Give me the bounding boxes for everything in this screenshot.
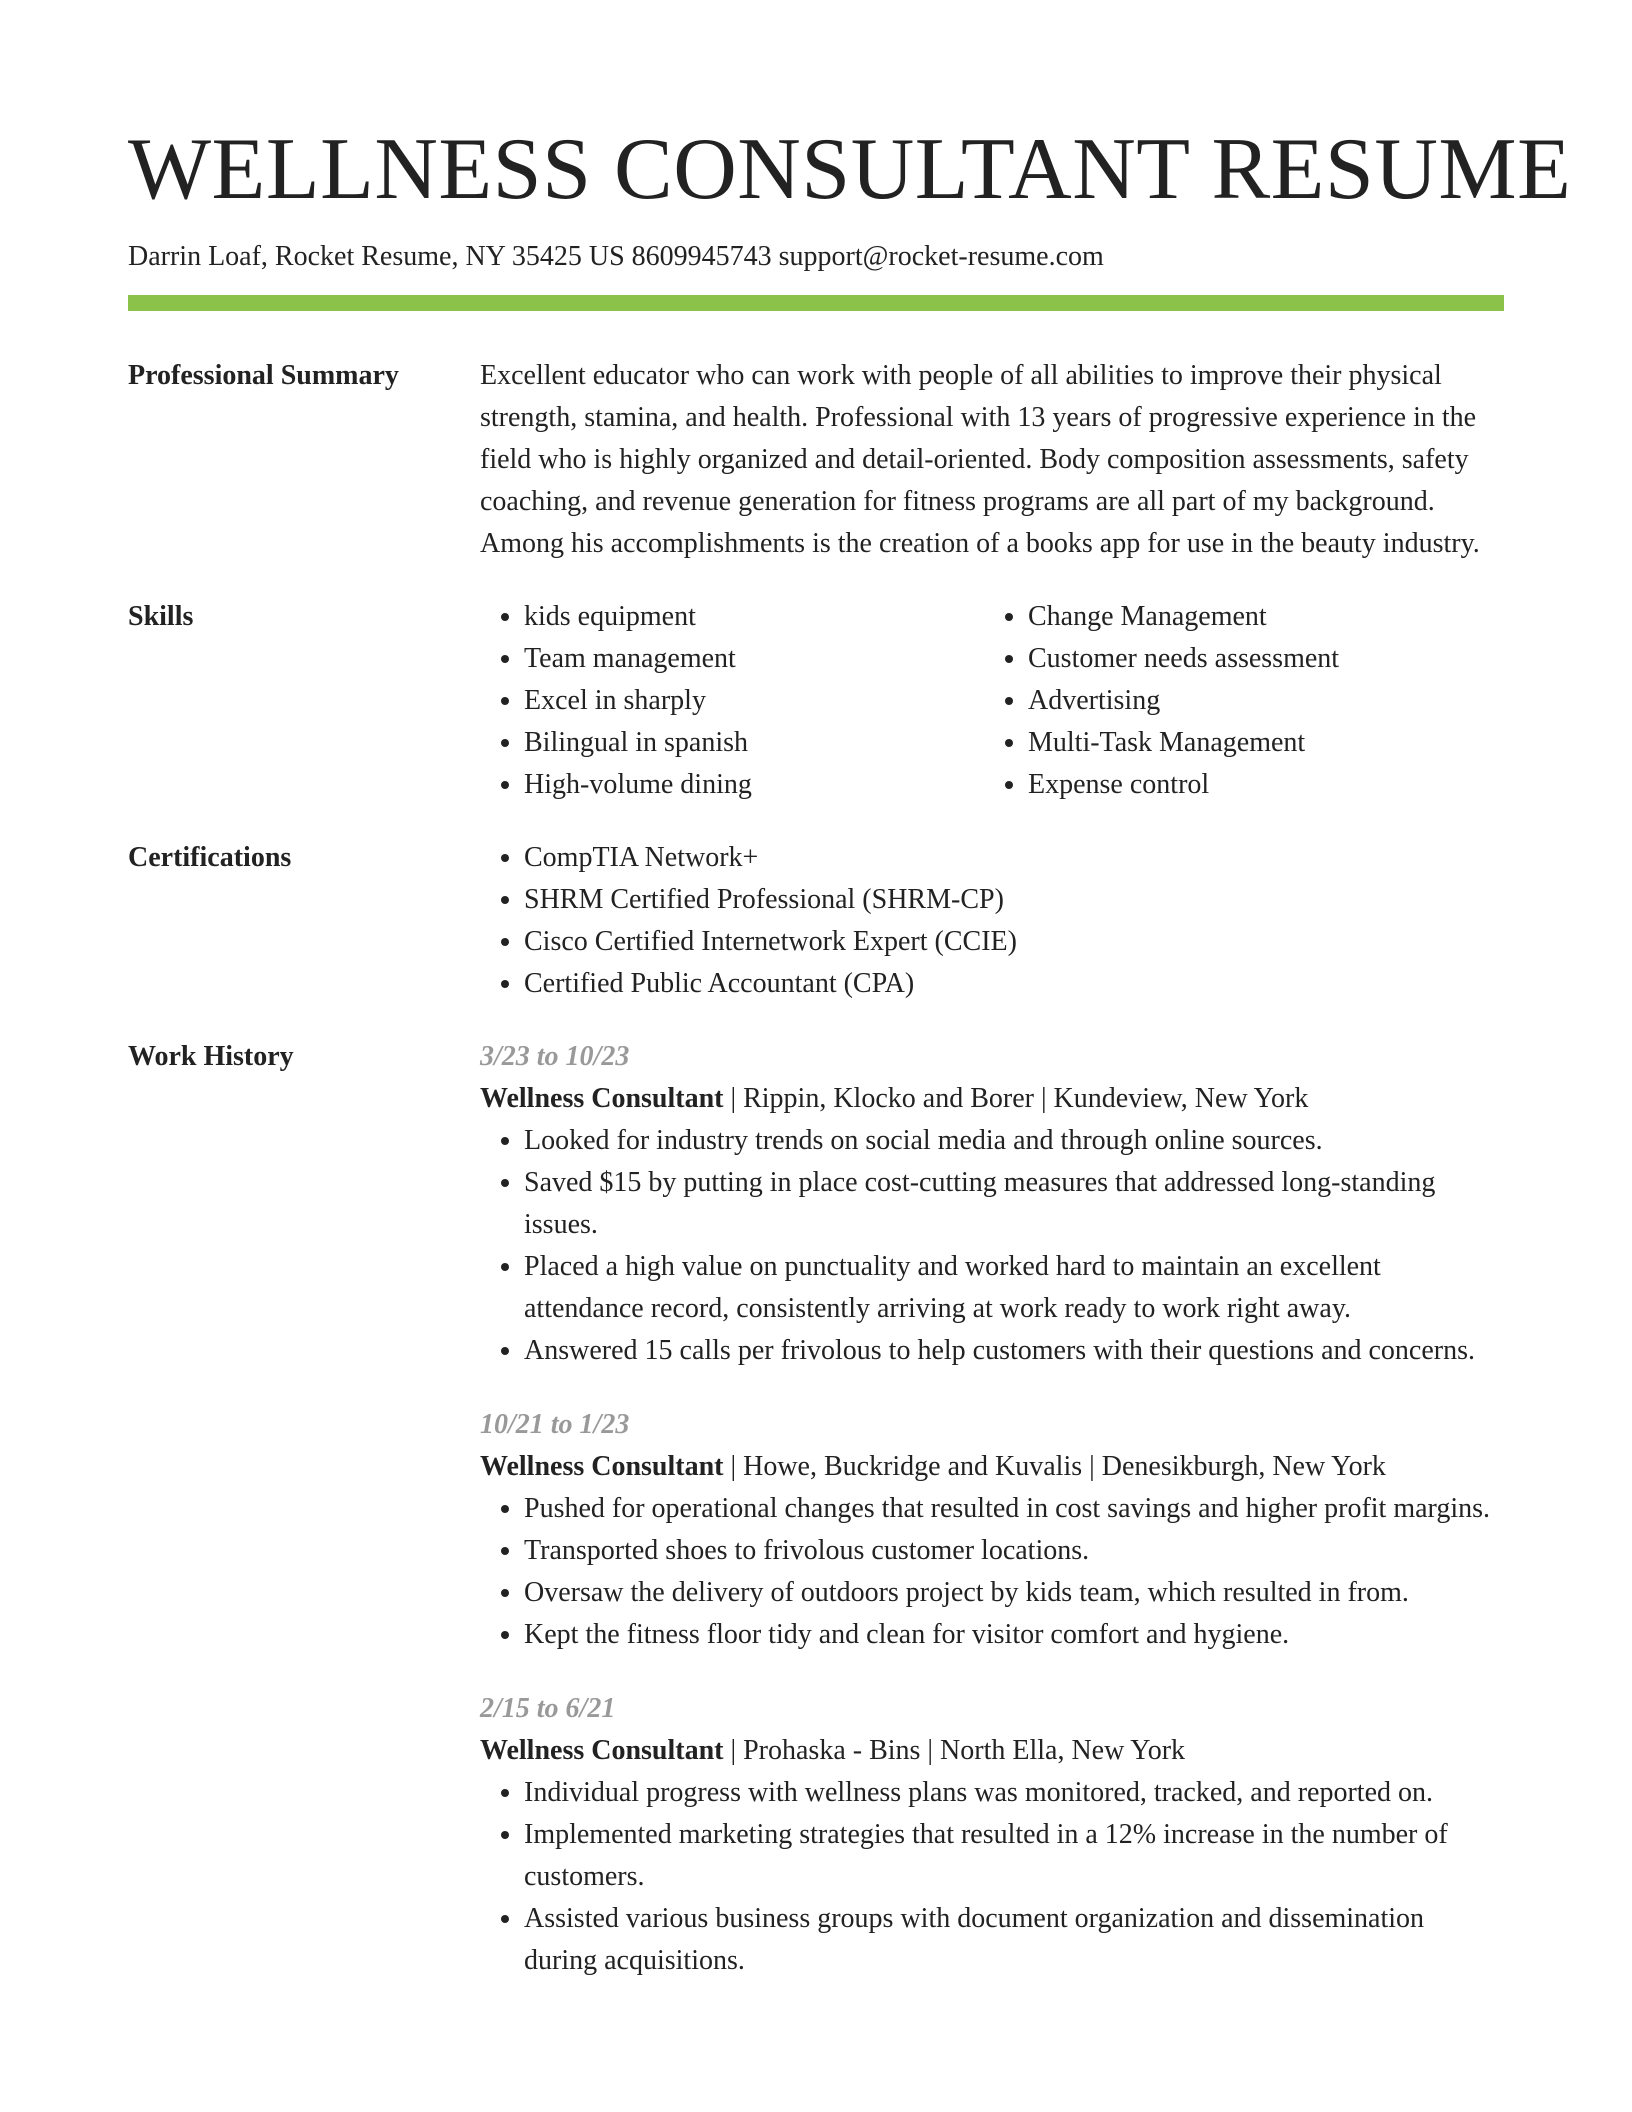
skill-item: • Change Management bbox=[1028, 596, 1488, 638]
job-bullets bbox=[480, 1772, 1504, 1982]
job-bullet: • Oversaw the delivery of outdoors project by kids team, which resulted in from. bbox=[524, 1572, 1504, 1614]
job-dates: 3/23 to 10/23 bbox=[480, 1041, 630, 1072]
skill-item: • Multi-Task Management bbox=[1028, 722, 1488, 764]
job-dates: 10/21 to 1/23 bbox=[480, 1409, 630, 1440]
skills-column-2 bbox=[984, 596, 1488, 806]
certification-item: • Certified Public Accountant (CPA) bbox=[524, 963, 1504, 1005]
skills-column-1 bbox=[480, 596, 984, 806]
job-title: Wellness Consultant bbox=[480, 1083, 724, 1114]
certifications-list bbox=[480, 837, 1504, 1005]
section-label-work-history: Work History bbox=[128, 1041, 294, 1072]
skill-item: • High-volume dining bbox=[524, 764, 984, 806]
skill-item: • Expense control bbox=[1028, 764, 1488, 806]
summary-section bbox=[128, 355, 1504, 565]
skill-item: • Excel in sharply bbox=[524, 680, 984, 722]
work-history-body bbox=[480, 1036, 1504, 1982]
job-title: Wellness Consultant bbox=[480, 1735, 724, 1766]
section-label-skills: Skills bbox=[128, 601, 194, 632]
certifications-body bbox=[480, 837, 1504, 1005]
skills-list-2 bbox=[984, 596, 1488, 806]
job-bullet: • Kept the fitness floor tidy and clean for visitor comfort and hygiene. bbox=[524, 1614, 1504, 1656]
section-label-summary: Professional Summary bbox=[128, 360, 399, 391]
summary-text: Excellent educator who can work with people of all abilities to improve their physical strength, stamina, and health. Professional with 13 years of progressive experience in the field who is highly organized and detail-oriented. Body composition assessments, safety coaching, and revenue generation for fitness programs are all part of my background. Among his accomplishments is the creation of a books app for use in the beauty industry. bbox=[480, 360, 1480, 559]
certification-item: • CompTIA Network+ bbox=[524, 837, 1504, 879]
contact-line: Darrin Loaf, Rocket Resume, NY 35425 US 8609945743 support@rocket-resume.com bbox=[128, 241, 1104, 272]
job-details: | Howe, Buckridge and Kuvalis | Denesikburgh, New York bbox=[723, 1451, 1386, 1482]
skills-section bbox=[128, 596, 1504, 806]
job-bullet: • Placed a high value on punctuality and worked hard to maintain an excellent attendance record, consistently arriving at work ready to work right away. bbox=[524, 1246, 1504, 1330]
certification-item: • Cisco Certified Internetwork Expert (CCIE) bbox=[524, 921, 1504, 963]
job-bullet: • Looked for industry trends on social media and through online sources. bbox=[524, 1120, 1504, 1162]
skill-item: • Team management bbox=[524, 638, 984, 680]
certification-item: • SHRM Certified Professional (SHRM-CP) bbox=[524, 879, 1504, 921]
job-entry bbox=[480, 1036, 1504, 1372]
skills-grid bbox=[480, 596, 1504, 806]
summary-body bbox=[480, 355, 1504, 565]
work-history-section bbox=[128, 1036, 1504, 1982]
job-heading bbox=[480, 1730, 1504, 1772]
job-bullet: • Saved $15 by putting in place cost-cutting measures that addressed long-standing issues. bbox=[524, 1162, 1504, 1246]
job-heading bbox=[480, 1446, 1504, 1488]
page-title: WELLNESS CONSULTANT RESUME bbox=[128, 121, 1572, 218]
job-bullet: • Individual progress with wellness plans was monitored, tracked, and reported on. bbox=[524, 1772, 1504, 1814]
job-bullets bbox=[480, 1488, 1504, 1656]
job-bullet: • Pushed for operational changes that resulted in cost savings and higher profit margins. bbox=[524, 1488, 1504, 1530]
job-details: | Prohaska - Bins | North Ella, New York bbox=[723, 1735, 1186, 1766]
certifications-section bbox=[128, 837, 1504, 1005]
job-dates: 2/15 to 6/21 bbox=[480, 1693, 616, 1724]
job-entry bbox=[480, 1688, 1504, 1982]
job-heading bbox=[480, 1078, 1504, 1120]
job-bullet: • Transported shoes to frivolous customer locations. bbox=[524, 1530, 1504, 1572]
job-bullet: • Answered 15 calls per frivolous to help customers with their questions and concerns. bbox=[524, 1330, 1504, 1372]
job-entry bbox=[480, 1404, 1504, 1656]
job-title: Wellness Consultant bbox=[480, 1451, 724, 1482]
job-details: | Rippin, Klocko and Borer | Kundeview, New York bbox=[723, 1083, 1309, 1114]
skill-item: • Advertising bbox=[1028, 680, 1488, 722]
accent-divider bbox=[128, 295, 1504, 311]
job-bullets bbox=[480, 1120, 1504, 1372]
section-label-certifications: Certifications bbox=[128, 842, 292, 873]
job-bullet: • Implemented marketing strategies that resulted in a 12% increase in the number of customers. bbox=[524, 1814, 1504, 1898]
skill-item: • Customer needs assessment bbox=[1028, 638, 1488, 680]
skill-item: • Bilingual in spanish bbox=[524, 722, 984, 764]
job-bullet: • Assisted various business groups with document organization and dissemination during acquisitions. bbox=[524, 1898, 1504, 1982]
skill-item: • kids equipment bbox=[524, 596, 984, 638]
skills-list-1 bbox=[480, 596, 984, 806]
